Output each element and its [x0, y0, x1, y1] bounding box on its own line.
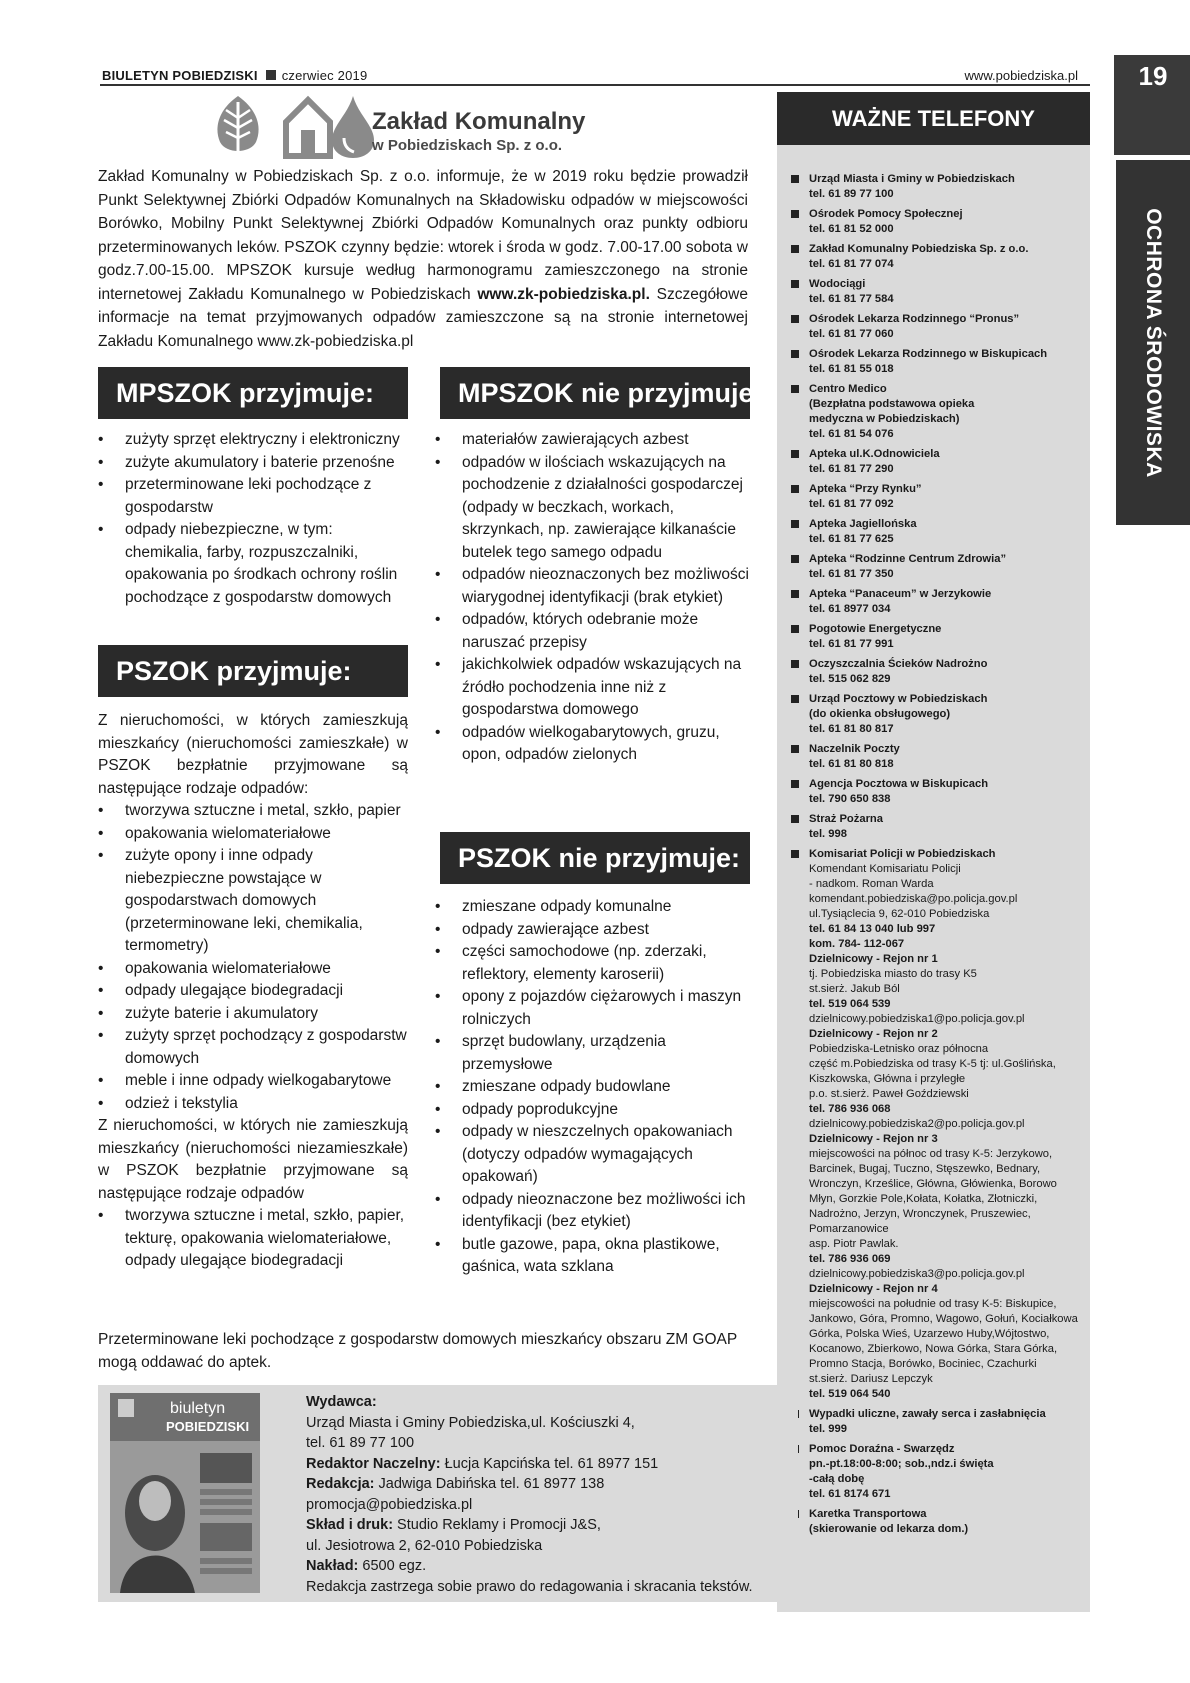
- phone-entry-name: Apteka “Rodzinne Centrum Zdrowia”: [809, 553, 1007, 565]
- list-item: • odpadów wielkogabarytowych, gruzu, opon, odpadów zielonych: [435, 722, 750, 767]
- phone-entry-name: Agencja Pocztowa w Biskupicach: [809, 778, 989, 790]
- print-studio: Studio Reklamy i Promocji J&S,: [393, 1517, 601, 1533]
- phone-entry-line: dzielnicowy.pobiedziska1@po.policja.gov.pl: [809, 1013, 1025, 1025]
- phone-entry-line: tel. 61 84 13 040 lub 997: [809, 923, 936, 935]
- list-item: • materiałów zawierających azbest: [435, 429, 750, 452]
- phone-entry-line: tel. 61 81 54 076: [809, 428, 894, 440]
- redaction: Jadwiga Dabińska tel. 61 8977 138: [374, 1476, 605, 1492]
- phone-entry-name: Apteka “Panaceum” w Jerzykowie: [809, 588, 992, 600]
- phone-entry-line: kom. 784- 112-067: [809, 938, 905, 950]
- list-item: • przeterminowane leki pochodzące z gospodarstw: [98, 474, 408, 519]
- phone-entry-line: st.sierż. Dariusz Lepczyk: [809, 1373, 933, 1385]
- list-item: • odpady ulegające biodegradacji: [98, 980, 408, 1003]
- phone-entry-line: Jankowo, Góra, Promno, Wagowo, Gołuń, Kociałkowa: [809, 1313, 1078, 1325]
- bulletin-cover-thumbnail: [110, 1393, 260, 1593]
- phone-entry-line: medyczna w Pobiedziskach): [809, 413, 960, 425]
- company-name: Zakład Komunalny: [372, 108, 586, 135]
- pszok-rejects-section: [435, 896, 750, 1279]
- phone-entry-line: Dzielnicowy - Rejon nr 2: [809, 1028, 938, 1040]
- list-item: • opakowania wielomateriałowe: [98, 823, 408, 846]
- publication-name: BIULETYN POBIEDZISKI: [102, 68, 258, 83]
- phone-entry: [791, 172, 1083, 202]
- phone-entry-line: tel. 519 064 539: [809, 998, 891, 1010]
- phone-entry-line: dzielnicowy.pobiedziska3@po.policja.gov.pl: [809, 1268, 1025, 1280]
- list-item: • odzież i tekstylia: [98, 1093, 408, 1116]
- list-item: • zmieszane odpady budowlane: [435, 1076, 750, 1099]
- phone-entry: [791, 312, 1083, 342]
- section-tab: [1116, 160, 1190, 525]
- phone-entry: [791, 517, 1083, 547]
- phone-entry-line: tel. 61 81 77 350: [809, 568, 894, 580]
- phone-entry-line: tel. 61 81 55 018: [809, 363, 894, 375]
- phone-entry-line: tel. 999: [809, 1423, 847, 1435]
- house-icon: [286, 100, 330, 156]
- phone-entry-line: ul.Tysiąclecia 9, 62-010 Pobiedziska: [809, 908, 990, 920]
- phone-entry-line: Górka, Polska Wieś, Uzarzewo Huby,Wójtostwo,: [809, 1328, 1050, 1340]
- phone-entry-name: Apteka ul.K.Odnowiciela: [809, 448, 940, 460]
- phone-entry: [791, 482, 1083, 512]
- phone-entry: [791, 1407, 1083, 1437]
- phone-entry-line: tel. 61 81 80 817: [809, 723, 894, 735]
- phone-entry-line: p.o. st.sierż. Paweł Goździewski: [809, 1088, 969, 1100]
- phone-entry: [791, 742, 1083, 772]
- phone-entry-name: Ośrodek Lekarza Rodzinnego w Biskupicach: [809, 348, 1048, 360]
- phone-entry-line: Dzielnicowy - Rejon nr 1: [809, 953, 938, 965]
- phone-entry-line: tel. 61 81 52 000: [809, 223, 894, 235]
- print-address: ul. Jesiotrowa 2, 62-010 Pobiedziska: [306, 1537, 543, 1554]
- section-title: OCHRONA ŚRODOWISKA: [1142, 207, 1165, 478]
- phone-entry: [791, 242, 1083, 272]
- list-item: • zużyte akumulatory i baterie przenośne: [98, 452, 408, 475]
- redaction-label: Redakcja:: [306, 1476, 375, 1492]
- phone-list: [791, 172, 1083, 1542]
- phone-entry-line: tel. 61 8977 034: [809, 603, 891, 615]
- phone-entry-name: Wodociągi: [809, 278, 866, 290]
- list-item: • odpady w nieszczelnych opakowaniach (dotyczy odpadów wymagających opakowań): [435, 1121, 750, 1189]
- phone-entry: [791, 1507, 1083, 1537]
- leaf-icon: [217, 96, 258, 154]
- phone-entry: [791, 552, 1083, 582]
- phone-entry: [791, 277, 1083, 307]
- phone-entry-line: tel. 61 81 77 290: [809, 463, 894, 475]
- phone-entry-name: Naczelnik Poczty: [809, 743, 900, 755]
- list-item: • butle gazowe, papa, okna plastikowe, gaśnica, wata szklana: [435, 1234, 750, 1279]
- list-item: • opony z pojazdów ciężarowych i maszyn rolniczych: [435, 986, 750, 1031]
- circulation: 6500 egz.: [358, 1558, 427, 1574]
- mpszok-rejects-heading: MPSZOK nie przyjmuje:: [440, 367, 750, 419]
- phone-entry-line: tel. 61 81 80 818: [809, 758, 894, 770]
- phone-entry: [791, 347, 1083, 377]
- phone-entry-line: miejscowości na północ od trasy K-5: Jerzykowo,: [809, 1148, 1053, 1160]
- page-number-tab: [1112, 55, 1190, 155]
- medicine-note: Przeterminowane leki pochodzące z gospodarstw domowych mieszkańcy obszaru ZM GOAP mogą oddawać do aptek.: [98, 1331, 737, 1371]
- issue-date: czerwiec 2019: [281, 68, 368, 83]
- imprint-text: [306, 1392, 786, 1597]
- phone-entry-name: Straż Pożarna: [809, 813, 883, 825]
- list-item: • opakowania wielomateriałowe: [98, 958, 408, 981]
- phone-entry-name: Apteka Jagiellońska: [809, 518, 917, 530]
- phone-entry-line: tel. 61 81 77 625: [809, 533, 894, 545]
- phone-entry-name: Pomoc Doraźna - Swarzędz: [809, 1443, 955, 1455]
- phone-entry-line: tel. 61 81 77 060: [809, 328, 894, 340]
- cover-masthead: biuletyn: [170, 1400, 226, 1417]
- phone-entry-line: tel. 519 064 540: [809, 1388, 891, 1400]
- phone-entry: [791, 587, 1083, 617]
- cover-image: [110, 1393, 260, 1593]
- phone-entry: [791, 777, 1083, 807]
- phone-entry-line: Kocanowo, Zbierkowo, Nowa Górka, Stara Górka,: [809, 1343, 1058, 1355]
- pszok-rejects-heading: PSZOK nie przyjmuje:: [440, 832, 750, 884]
- important-phones-heading: WAŻNE TELEFONY: [777, 92, 1090, 145]
- circulation-label: Nakład:: [306, 1558, 359, 1574]
- intro-text-end: Szczegółowe informacje na temat przyjmowanych odpadów zamieszczone są na stronie internetowej Zakładu Komunalnego www.zk-pobiedziska.pl: [98, 285, 748, 350]
- intro-paragraph: [98, 165, 748, 353]
- publisher-label: Wydawca:: [306, 1394, 377, 1410]
- list-item: • odpady zawierające azbest: [435, 919, 750, 942]
- list-item: • zmieszane odpady komunalne: [435, 896, 750, 919]
- phone-entry-line: - nadkom. Roman Warda: [809, 878, 934, 890]
- phone-entry-name: Ośrodek Lekarza Rodzinnego “Pronus”: [809, 313, 1020, 325]
- phone-entry-line: tel. 61 8174 671: [809, 1488, 891, 1500]
- publisher: Urząd Miasta i Gminy Pobiedziska,ul. Kościuszki 4,: [306, 1414, 635, 1431]
- list-item: • tworzywa sztuczne i metal, szkło, papier, tekturę, opakowania wielomateriałowe, odpady ulegające biodegradacji: [98, 1205, 408, 1273]
- phone-entry-name: Ośrodek Pomocy Społecznej: [809, 208, 963, 220]
- list-item: • zużyte baterie i akumulatory: [98, 1003, 408, 1026]
- phone-entry: [791, 657, 1083, 687]
- intro-link[interactable]: www.zk-pobiedziska.pl.: [477, 285, 650, 303]
- phone-entry-line: Młyn, Gorzkie Pole,Kołata, Kołatka, Złotniczki,: [809, 1193, 1038, 1205]
- phone-entry-line: tel. 61 81 77 074: [809, 258, 894, 270]
- phone-entry-line: dzielnicowy.pobiedziska2@po.policja.gov.pl: [809, 1118, 1025, 1130]
- list-item: • zużyte opony i inne odpady niebezpieczne powstające w gospodarstwach domowych (przeterminowane leki, chemikalia, termometry): [98, 845, 408, 958]
- phone-entry-line: (skierowanie od lekarza dom.): [809, 1523, 969, 1535]
- phone-entry-line: Pobiedziska-Letnisko oraz północna: [809, 1043, 989, 1055]
- phone-entry-line: tel. 790 650 838: [809, 793, 891, 805]
- mpszok-accepts-heading: MPSZOK przyjmuje:: [98, 367, 408, 419]
- list-item: • odpadów nieoznaczonych bez możliwości wiarygodnej identyfikacji (brak etykiet): [435, 564, 750, 609]
- list-item: • sprzęt budowlany, urządzenia przemysłowe: [435, 1031, 750, 1076]
- intro-text: Zakład Komunalny w Pobiedziskach Sp. z o.o. informuje, że w 2019 roku będzie prowadził Punkt Selektywnej Zbiórki Odpadów Komunalnych na Składowisku odpadów w miejscowości Borówko, Mobilny Punkt Selektywnej Zbiórki Odpadów Komunalnych oraz punkty odbioru przeterminowanych leków. PSZOK czynny będzie: wtorek i środa w godz. 7.00-17.00 sobota w godz.7.00-15.00. MPSZOK kursuje według harmonogramu zamieszczonego na stronie internetowej Zakładu Komunalnego w Pobiedziskach: [98, 168, 748, 303]
- phone-entry-line: komendant.pobiedziska@po.policja.gov.pl: [809, 893, 1018, 905]
- phone-entry-line: Wronczyn, Krześlice, Główna, Główienka, Borowo: [809, 1178, 1057, 1190]
- pszok-accepts-heading: PSZOK przyjmuje:: [98, 645, 408, 697]
- list-item: • części samochodowe (np. zderzaki, reflektory, elementy karoserii): [435, 941, 750, 986]
- phone-entry-line: Kiszkowska, Główna i przyległe: [809, 1073, 966, 1085]
- pszok-accepts-section: [98, 710, 408, 1273]
- phone-entry-line: część m.Pobiedziska od trasy K-5 tj: ul.Goślińska,: [809, 1058, 1056, 1070]
- phone-entry-line: tel. 515 062 829: [809, 673, 891, 685]
- phone-entry: [791, 447, 1083, 477]
- phone-entry-line: asp. Piotr Pawlak.: [809, 1238, 899, 1250]
- water-drop-icon: [332, 96, 374, 158]
- phone-entry-name: Pogotowie Energetyczne: [809, 623, 942, 635]
- header-rule: [100, 84, 1090, 86]
- editor-label: Redaktor Naczelny:: [306, 1455, 441, 1472]
- phone-entry: [791, 692, 1083, 737]
- phone-entry-line: tel. 998: [809, 828, 847, 840]
- company-subtitle: w Pobiedziskach Sp. z o.o.: [372, 137, 563, 154]
- list-item: • odpadów w ilościach wskazujących na pochodzenie z działalności gospodarczej (odpady w beczkach, workach, skrzynkach, np. zawierające kilkanaście butelek tego samego odpadu: [435, 452, 750, 565]
- list-item: • jakichkolwiek odpadów wskazujących na źródło pochodzenia inne niż z gospodarstwa domowego: [435, 654, 750, 722]
- phone-entry-name: Urząd Miasta i Gminy w Pobiedziskach: [809, 173, 1015, 185]
- important-phones-sidebar: [777, 92, 1090, 1612]
- phone-entry-name: Zakład Komunalny Pobiedziska Sp. z o.o.: [809, 243, 1029, 255]
- phone-entry-line: Barcinek, Bugaj, Tuczno, Stęszewko, Bednary,: [809, 1163, 1041, 1175]
- disclaimer: Redakcja zastrzega sobie prawo do redagowania i skracania tekstów.: [306, 1578, 753, 1595]
- phone-entry-line: tel. 61 81 77 092: [809, 498, 894, 510]
- phone-entry-line: pn.-pt.18:00-8:00; sob.,ndz.i święta: [809, 1458, 994, 1470]
- list-item: • odpadów, których odebranie może naruszać przepisy: [435, 609, 750, 654]
- phone-entry-line: tel. 61 89 77 100: [809, 188, 894, 200]
- list-item: • zużyty sprzęt pochodzący z gospodarstw domowych: [98, 1025, 408, 1070]
- list-item: • meble i inne odpady wielkogabarytowe: [98, 1070, 408, 1093]
- phone-entry-name: Apteka “Przy Rynku”: [809, 483, 922, 495]
- publisher-tel: tel. 61 89 77 100: [306, 1435, 415, 1451]
- website-url[interactable]: www.pobiedziska.pl: [964, 68, 1078, 83]
- phone-entry-line: tel. 786 936 068: [809, 1103, 891, 1115]
- phone-entry: [791, 812, 1083, 842]
- phone-entry: [791, 847, 1083, 1402]
- phone-entry-line: Komendant Komisariatu Policji: [809, 863, 961, 875]
- phone-entry-line: tj. Pobiedziska miasto do trasy K5: [809, 968, 977, 980]
- phone-entry-line: (Bezpłatna podstawowa opieka: [809, 398, 975, 410]
- phone-entry-line: Nadrożno, Jerzyn, Wronczynek, Pruszewiec,: [809, 1208, 1031, 1220]
- redaction-email[interactable]: promocja@pobiedziska.pl: [306, 1496, 473, 1513]
- list-item: • zużyty sprzęt elektryczny i elektroniczny: [98, 429, 408, 452]
- phone-entry-line: Dzielnicowy - Rejon nr 4: [809, 1283, 938, 1295]
- phone-entry-line: Pomarzanowice: [809, 1223, 889, 1235]
- pszok-residential-intro: Z nieruchomości, w których zamieszkują mieszkańcy (nieruchomości zamieszkałe) w PSZOK bezpłatnie przyjmowane są następujące rodzaje odpadów:: [98, 712, 408, 797]
- mpszok-accepts-section: [98, 429, 408, 609]
- phone-entry: [791, 207, 1083, 237]
- phone-entry-name: Centro Medico: [809, 383, 887, 395]
- editor: Łucja Kapcińska tel. 61 8977 151: [440, 1455, 659, 1472]
- phone-entry-line: (do okienka obsługowego): [809, 708, 951, 720]
- separator-square: [266, 70, 276, 80]
- phone-entry-name: Karetka Transportowa: [809, 1508, 927, 1520]
- phone-entry-name: Wypadki uliczne, zawały serca i zasłabnięcia: [809, 1408, 1046, 1420]
- phone-entry-name: Oczyszczalnia Ścieków Nadrożno: [809, 658, 988, 670]
- page-number: 19: [1138, 61, 1168, 91]
- phone-entry-name: Komisariat Policji w Pobiedziskach: [809, 848, 996, 860]
- list-item: • odpady niebezpieczne, w tym: chemikalia, farby, rozpuszczalniki, opakowania po środkach ochrony roślin pochodzące z gospodarstw domowych: [98, 519, 408, 609]
- list-item: • odpady poprodukcyjne: [435, 1099, 750, 1122]
- phone-entry: [791, 382, 1083, 442]
- phone-entry-name: Urząd Pocztowy w Pobiedziskach: [809, 693, 988, 705]
- phone-entry-line: tel. 61 81 77 991: [809, 638, 894, 650]
- phone-entry-line: tel. 61 81 77 584: [809, 293, 894, 305]
- phone-entry-line: st.sierż. Jakub Ból: [809, 983, 900, 995]
- print-label: Skład i druk:: [306, 1517, 394, 1533]
- phone-entry: [791, 1442, 1083, 1502]
- phone-entry-line: miejscowości na południe od trasy K-5: Biskupice,: [809, 1298, 1057, 1310]
- phone-entry-line: -całą dobę: [809, 1473, 865, 1485]
- pszok-nonresidential-intro: Z nieruchomości, w których nie zamieszkują mieszkańcy (nieruchomości niezamieszkałe) w PSZOK bezpłatnie przyjmowane są następujące rodzaje odpadów: [98, 1117, 408, 1202]
- list-item: • odpady nieoznaczone bez możliwości ich identyfikacji (bez etykiet): [435, 1189, 750, 1234]
- cover-masthead-2: POBIEDZISKI: [166, 1419, 250, 1434]
- phone-entry-line: Dzielnicowy - Rejon nr 3: [809, 1133, 938, 1145]
- phone-entry-line: Promno Stacja, Borówko, Bociniec, Czachurki: [809, 1358, 1037, 1370]
- phone-entry: [791, 622, 1083, 652]
- list-item: • tworzywa sztuczne i metal, szkło, papier: [98, 800, 408, 823]
- mpszok-rejects-section: [435, 429, 750, 767]
- publication-header: [102, 68, 367, 83]
- phone-entry-line: tel. 786 936 069: [809, 1253, 891, 1265]
